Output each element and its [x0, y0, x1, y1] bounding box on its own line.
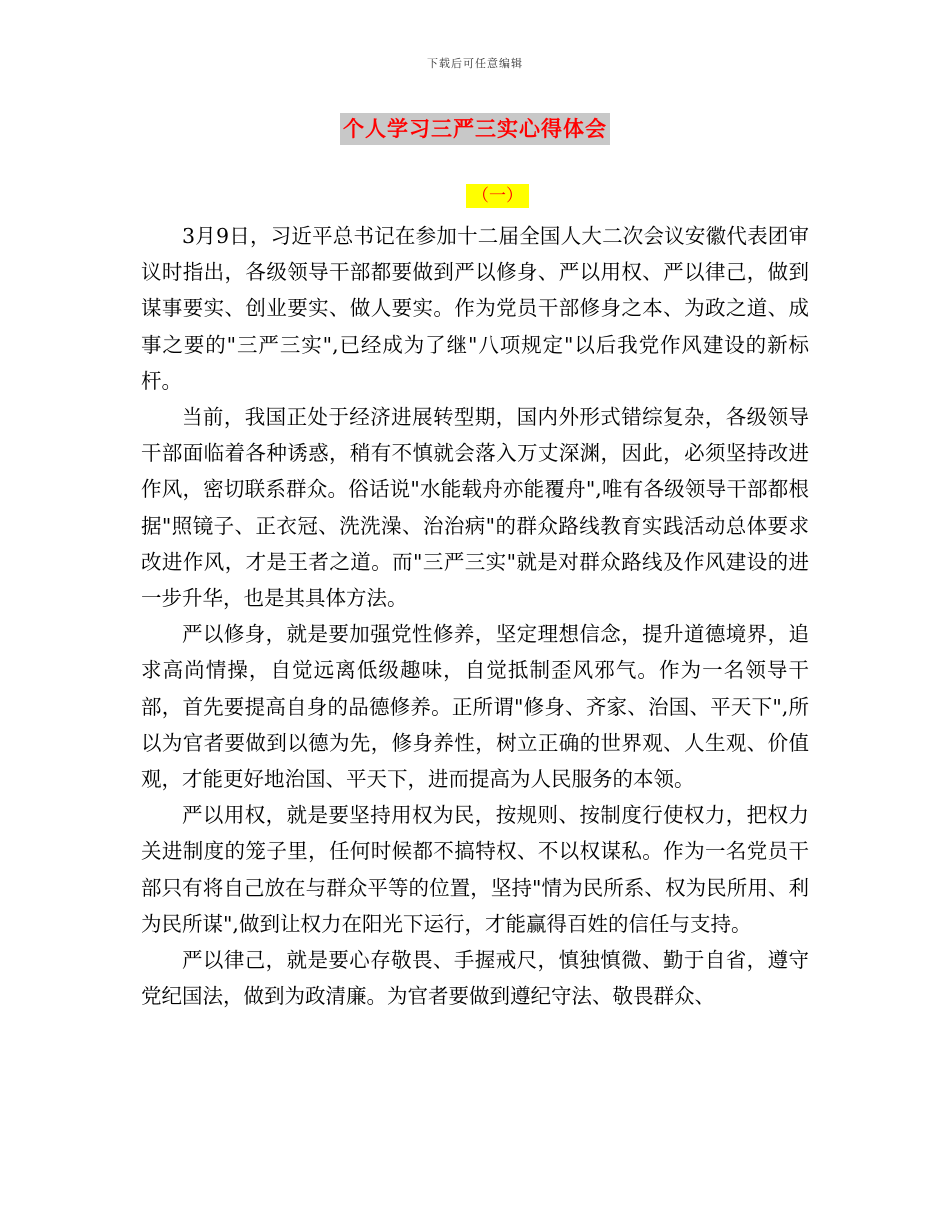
- section-label: （一）: [466, 184, 529, 208]
- paragraph: 当前，我国正处于经济进展转型期，国内外形式错综复杂，各级领导干部面临着各种诱惑，稍有不慎就会落入万丈深渊，因此，必须坚持改进作风，密切联系群众。俗话说"水能载舟亦能覆舟",唯有各级领导干部都根据"照镜子、正衣冠、洗洗澡、治治病"的群众路线教育实践活动总体要求改进作风，才是王者之道。而"三严三实"就是对群众路线及作风建设的进一步升华，也是其具体方法。: [141, 405, 809, 611]
- paragraph: 严以用权，就是要坚持用权为民，按规则、按制度行使权力，把权力关进制度的笼子里，任何时候都不搞特权、不以权谋私。作为一名党员干部只有将自己放在与群众平等的位置，坚持"情为民所系、权为民所用、利为民所谋",做到让权力在阳光下运行，才能赢得百姓的信任与支持。: [141, 803, 809, 936]
- paragraph: 严以律己，就是要心存敬畏、手握戒尺，慎独慎微、勤于自省，遵守党纪国法，做到为政清廉。为官者要做到遵纪守法、敬畏群众、: [141, 948, 809, 1009]
- paragraph: 严以修身，就是要加强党性修养，坚定理想信念，提升道德境界，追求高尚情操，自觉远离低级趣味，自觉抵制歪风邪气。作为一名领导干部，首先要提高自身的品德修养。正所谓"修身、齐家、治国、平天下",所以为官者要做到以德为先，修身养性，树立正确的世界观、人生观、价值观，才能更好地治国、平天下，进而提高为人民服务的本领。: [141, 622, 809, 792]
- title-container: [0, 113, 950, 145]
- document-title: 个人学习三严三实心得体会: [340, 113, 610, 145]
- paragraph: 3月9日，习近平总书记在参加十二届全国人大二次会议安徽代表团审议时指出，各级领导干部都要做到严以修身、严以用权、严以律己，做到谋事要实、创业要实、做人要实。作为党员干部修身之本、为政之道、成事之要的"三严三实",已经成为了继"八项规定"以后我党作风建设的新标杆。: [141, 224, 809, 393]
- header-note: 下载后可任意编辑: [427, 57, 523, 70]
- section-label-container: [0, 184, 950, 208]
- document-body: [141, 218, 809, 1014]
